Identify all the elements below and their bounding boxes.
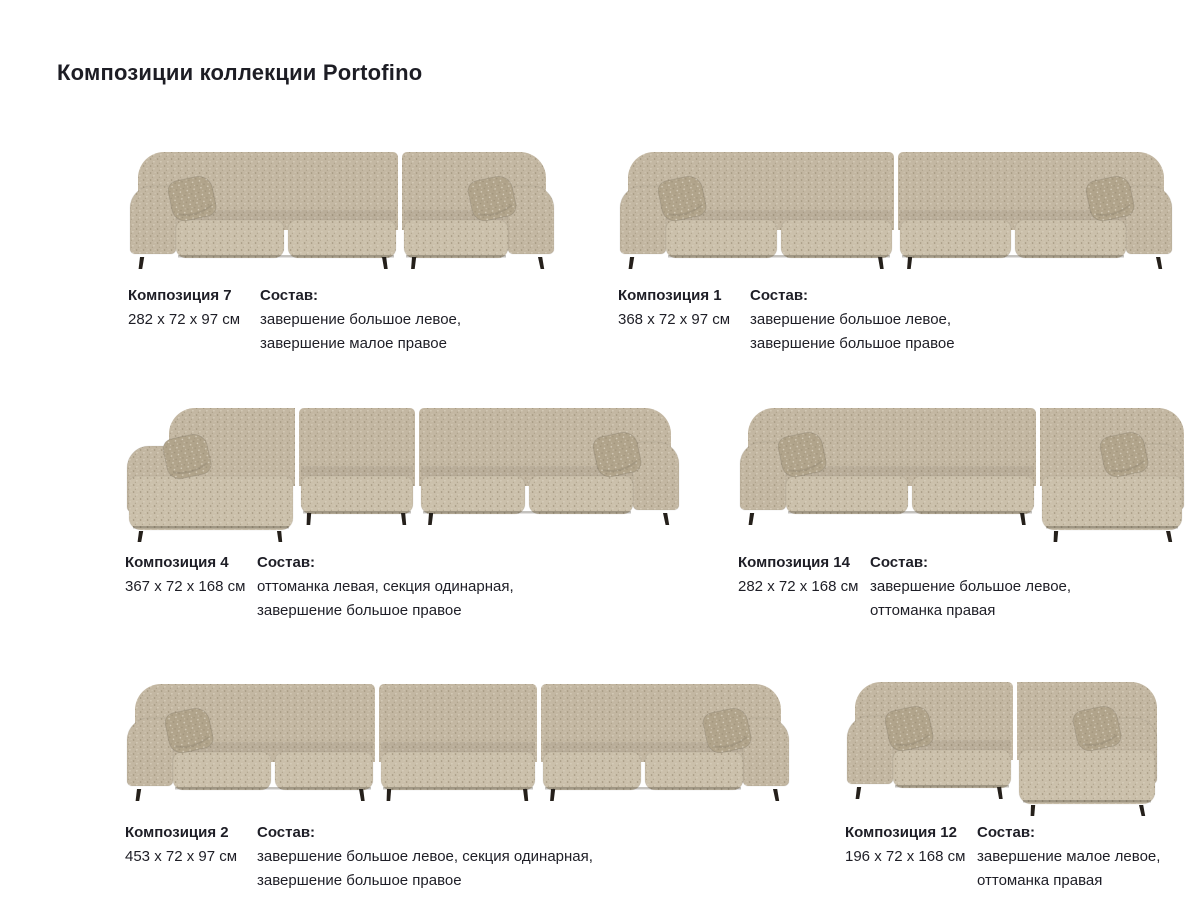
sofa-image-composition-2 <box>125 668 797 803</box>
page-title: Композиции коллекции Portofino <box>57 59 423 85</box>
composition-meta <box>738 551 1190 623</box>
composition-name-block <box>125 821 257 869</box>
sofa-image-composition-1 <box>618 136 1178 271</box>
composition-meta <box>845 821 1165 893</box>
composition-card-2 <box>125 668 797 893</box>
composition-dimensions: 368 x 72 x 97 см <box>618 311 731 328</box>
structure-label: Состав: <box>750 287 809 304</box>
structure-label: Состав: <box>257 824 316 841</box>
composition-structure-block <box>750 284 1178 356</box>
sofa-image-composition-14 <box>738 392 1190 544</box>
composition-meta <box>125 551 685 623</box>
structure-label: Состав: <box>870 554 929 571</box>
composition-structure-block <box>257 551 685 623</box>
composition-meta <box>618 284 1178 356</box>
structure-description: завершение малое левое, оттоманка правая <box>977 848 1161 889</box>
sofa-image-composition-12 <box>845 666 1165 818</box>
composition-name-block <box>738 551 870 599</box>
composition-name-block <box>618 284 750 332</box>
structure-description: завершение большое левое, завершение малое правое <box>260 311 462 352</box>
sofa-image-composition-7 <box>128 136 560 271</box>
sofa-image-composition-4 <box>125 392 685 544</box>
composition-name: Композиция 7 <box>128 287 232 304</box>
composition-name: Композиция 4 <box>125 554 229 571</box>
composition-card-12 <box>845 666 1165 893</box>
composition-dimensions: 453 x 72 x 97 см <box>125 848 238 865</box>
composition-structure-block <box>977 821 1165 893</box>
composition-name-block <box>125 551 257 599</box>
composition-card-4 <box>125 392 685 623</box>
structure-description: завершение большое левое, завершение большое правое <box>750 311 955 352</box>
composition-dimensions: 282 x 72 x 168 см <box>738 578 859 595</box>
composition-name: Композиция 12 <box>845 824 957 841</box>
structure-description: завершение большое левое, секция одинарная, завершение большое правое <box>257 848 593 889</box>
structure-description: оттоманка левая, секция одинарная, завершение большое правое <box>257 578 514 619</box>
structure-label: Состав: <box>977 824 1036 841</box>
composition-structure-block <box>260 284 560 356</box>
structure-label: Состав: <box>257 554 316 571</box>
structure-label: Состав: <box>260 287 319 304</box>
composition-name-block <box>128 284 260 332</box>
structure-description: завершение большое левое, оттоманка правая <box>870 578 1072 619</box>
composition-name-block <box>845 821 977 869</box>
composition-dimensions: 282 x 72 x 97 см <box>128 311 241 328</box>
composition-structure-block <box>257 821 797 893</box>
composition-dimensions: 196 x 72 x 168 см <box>845 848 966 865</box>
composition-name: Композиция 1 <box>618 287 722 304</box>
composition-name: Композиция 14 <box>738 554 850 571</box>
composition-meta <box>125 821 797 893</box>
composition-structure-block <box>870 551 1190 623</box>
composition-card-1 <box>618 136 1178 356</box>
composition-card-7 <box>128 136 560 356</box>
composition-card-14 <box>738 392 1190 623</box>
composition-meta <box>128 284 560 356</box>
composition-dimensions: 367 x 72 x 168 см <box>125 578 246 595</box>
composition-name: Композиция 2 <box>125 824 229 841</box>
